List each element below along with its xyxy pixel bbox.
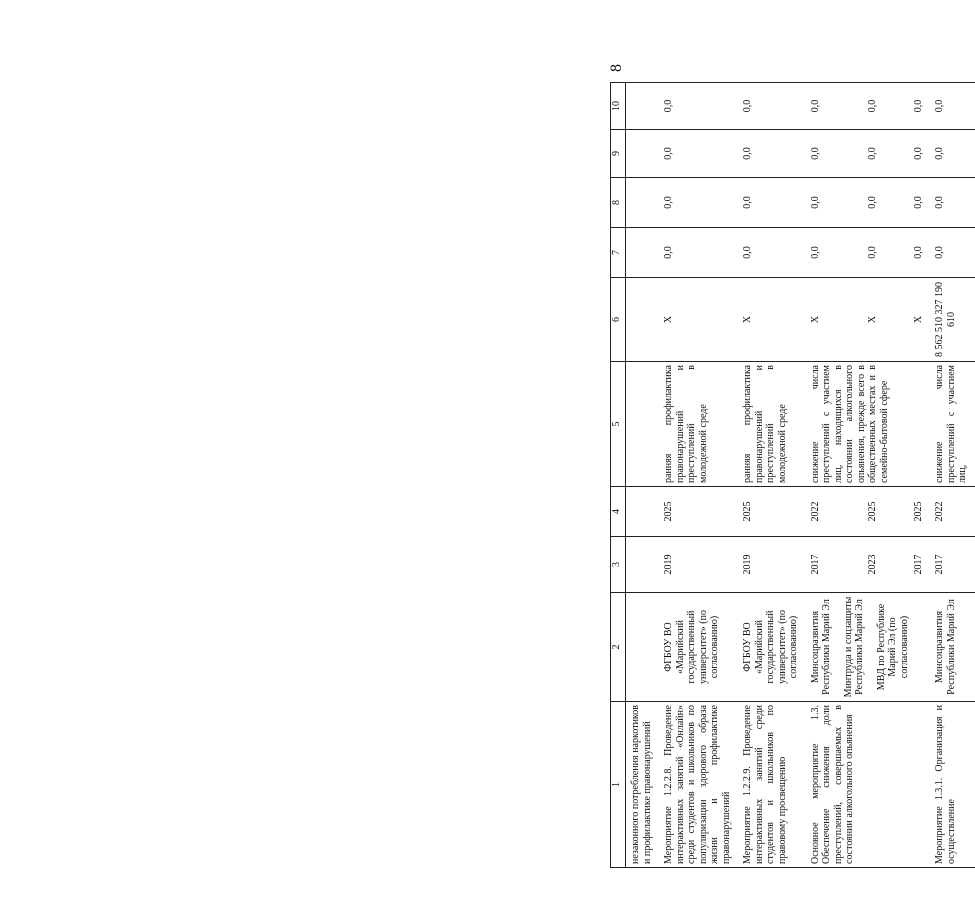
value-3: 0,0 [912,246,924,259]
cell-end-year: 2022 [930,487,975,537]
rotated-table-wrapper [610,83,975,868]
value-1: 0,0 [809,147,821,160]
cell-executor [626,593,660,702]
cell-activity: Мероприятие 1.3.1. Организация и осуществление [930,702,975,868]
cell-end-year [626,487,660,537]
header-col-8: 8 [611,178,626,228]
cell-value [626,178,660,228]
cell-start-year [806,537,931,593]
executor-2: Минтруда и соцзащиты Республики Марий Эл [842,596,865,698]
cell-start-year: 2019 [659,537,738,593]
cell-value: 0,0 [930,83,975,130]
executor-1: Минсоцразвития Республики Марий Эл [809,599,832,695]
cell-value: 0,0 [930,178,975,228]
cell-value [806,83,931,130]
end-year-2: 2025 [867,501,878,522]
cell-value [626,130,660,178]
cell-value: 0,0 [659,178,738,228]
budget-code-1: Х [809,315,821,324]
cell-start-year: 2017 [930,537,975,593]
start-year-1: 2017 [809,554,821,575]
cell-executor: ФГБОУ ВО «Марийский государственный университет» (по согласованию) [659,593,738,702]
cell-end-year: 2025 [659,487,738,537]
cell-value: 0,0 [659,130,738,178]
cell-value: 0,0 [930,130,975,178]
table-row [738,83,806,868]
cell-activity: незаконного потребления наркотиков и профилактике правонарушений [626,702,660,868]
page-number: 8 [608,64,625,72]
cell-budget-code [806,278,931,362]
cell-end-year: 2025 [738,487,806,537]
column-number-header [611,83,626,868]
header-col-9: 9 [611,130,626,178]
cell-executor: Минсоцразвития Республики Марий Эл [930,593,975,702]
cell-value: 0,0 [738,178,806,228]
cell-value: 0,0 [738,228,806,278]
end-year-3: 2025 [912,501,924,522]
value-1: 0,0 [809,196,821,209]
end-year-1: 2022 [809,501,821,522]
cell-budget-code: 8 562 510 327 190 610 [930,278,975,362]
cell-executor [806,593,931,702]
cell-activity: Мероприятие 1.2.2.8. Проведение интерактивных занятий «Онлайн» среди студентов и школьников по популяризации здорового образа жизни и профилактике правонарушений [659,702,738,868]
program-table [610,82,975,868]
cell-end-year [806,487,931,537]
cell-start-year: 2019 [738,537,806,593]
header-col-3: 3 [611,537,626,593]
value-1: 0,0 [809,246,821,259]
cell-value: 0,0 [659,83,738,130]
cell-result: ранняя профилактика правонарушений и преступлений в молодежной среде [659,362,738,487]
cell-result: снижение числа преступлений с участием лиц, [930,362,975,487]
cell-activity: Основное мероприятие 1.3. Обеспечение снижения доли преступлений, совершаемых в состоянии алкогольного опьянения [806,702,931,868]
cell-value: 0,0 [930,228,975,278]
cell-value: 0,0 [738,83,806,130]
cell-value: 0,0 [659,228,738,278]
header-col-6: 6 [611,278,626,362]
cell-budget-code [626,278,660,362]
table-row [930,83,975,868]
value-3: 0,0 [912,196,924,209]
header-col-1: 1 [611,702,626,868]
header-col-7: 7 [611,228,626,278]
header-col-5: 5 [611,362,626,487]
budget-code-3: Х [912,315,924,324]
executor-3: МВД по Республике Марий Эл (по согласованию) [875,603,910,691]
cell-budget-code: Х [659,278,738,362]
cell-result: снижение числа преступлений с участием лиц, находящихся в состоянии алкогольного опьянения, прежде всего в общественных местах и в семейно-бытовой сфере [806,362,931,487]
table-row [659,83,738,868]
value-2: 0,0 [867,99,878,113]
cell-value: 0,0 [738,130,806,178]
cell-value [806,130,931,178]
cell-value [806,228,931,278]
start-year-2: 2023 [867,554,878,575]
budget-code-2: Х [867,315,878,324]
value-2: 0,0 [867,147,878,160]
cell-result: ранняя профилактика правонарушений и преступлений в молодежной среде [738,362,806,487]
value-2: 0,0 [867,246,878,259]
cell-result [626,362,660,487]
header-col-4: 4 [611,487,626,537]
value-1: 0,0 [809,99,821,113]
cell-executor: ФГБОУ ВО «Марийский государственный университет» (по согласованию) [738,593,806,702]
cell-value [626,228,660,278]
header-col-10: 10 [611,83,626,130]
table-row [806,83,931,868]
value-2: 0,0 [867,196,878,209]
header-col-2: 2 [611,593,626,702]
start-year-3: 2017 [912,554,924,575]
value-3: 0,0 [912,147,924,160]
value-3: 0,0 [912,99,924,113]
cell-activity: Мероприятие 1.2.2.9. Проведение интерактивных занятий среди студентов и школьников по правовому просвещению [738,702,806,868]
cell-budget-code: Х [738,278,806,362]
cell-value [806,178,931,228]
cell-value [626,83,660,130]
cell-start-year [626,537,660,593]
table-row [626,83,660,868]
